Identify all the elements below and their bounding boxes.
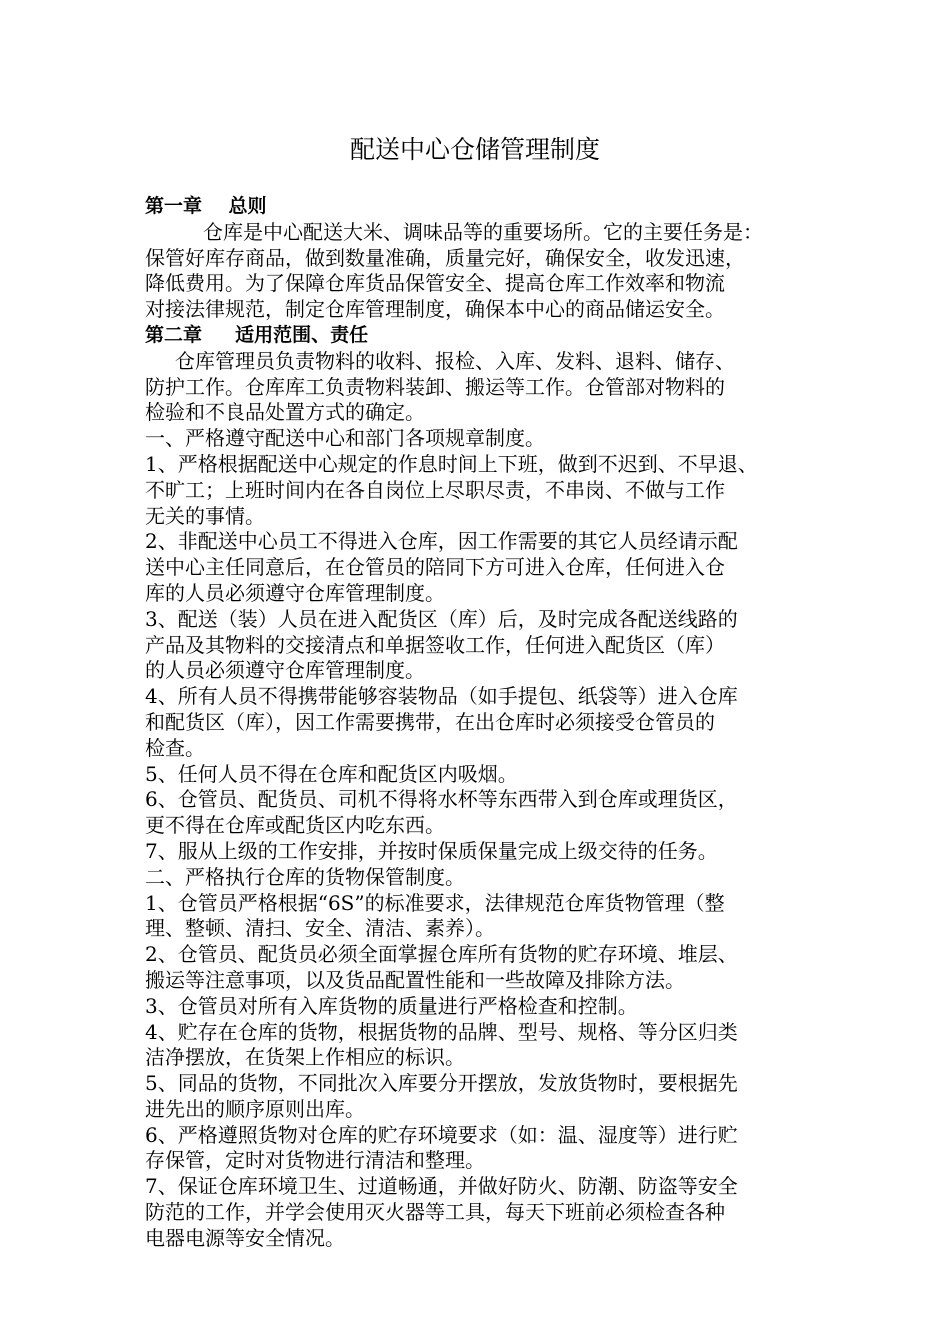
paragraph-line: 检验和不良品处置方式的确定。 [145,400,425,425]
paragraph-line: 6、严格遵照货物对仓库的贮存环境要求（如：温、湿度等）进行贮 [145,1122,738,1147]
paragraph-line: 搬运等注意事项，以及货品配置性能和一些故障及排除方法。 [145,967,685,992]
paragraph-line: 1、仓管员严格根据“6S”的标准要求，法律规范仓库货物管理（整 [145,890,725,915]
paragraph-line: 无关的事情。 [145,503,265,528]
paragraph-line: 6、仓管员、配货员、司机不得将水杯等东西带入到仓库或理货区， [145,787,738,812]
paragraph-line: 降低费用。为了保障仓库货品保管安全、提高仓库工作效率和物流 [145,271,725,296]
paragraph-line: 进先出的顺序原则出库。 [145,1096,365,1121]
paragraph-line: 的人员必须遵守仓库管理制度。 [145,658,425,683]
paragraph-line: 3、仓管员对所有入库货物的质量进行严格检查和控制。 [145,993,638,1018]
paragraph-line: 存保管，定时对货物进行清洁和整理。 [145,1148,485,1173]
paragraph-line: 2、仓管员、配货员必须全面掌握仓库所有货物的贮存环境、堆层、 [145,942,738,967]
paragraph-line: 5、任何人员不得在仓库和配货区内吸烟。 [145,761,518,786]
paragraph-line: 仓库是中心配送大米、调味品等的重要场所。它的主要任务是： [203,219,763,244]
paragraph-line: 7、保证仓库环境卫生、过道畅通，并做好防火、防潮、防盗等安全 [145,1174,738,1199]
paragraph-line: 洁净摆放，在货架上作相应的标识。 [145,1045,465,1070]
paragraph-line: 1、严格根据配送中心规定的作息时间上下班，做到不迟到、不早退、 [145,451,758,476]
paragraph-line: 4、所有人员不得携带能够容装物品（如手提包、纸袋等）进入仓库 [145,684,738,709]
paragraph-line: 防范的工作，并学会使用灭火器等工具，每天下班前必须检查各种 [145,1200,725,1225]
paragraph-line: 理、整顿、清扫、安全、清洁、素养）。 [145,916,495,941]
section-heading: 一、严格遵守配送中心和部门各项规章制度。 [145,426,545,451]
paragraph-line: 保管好库存商品，做到数量准确，质量完好，确保安全，收发迅速， [145,245,745,270]
chapter-heading: 第一章 总则 [145,195,267,217]
paragraph-line: 电器电源等安全情况。 [145,1225,345,1250]
paragraph-line: 5、同品的货物，不同批次入库要分开摆放，发放货物时，要根据先 [145,1071,738,1096]
paragraph-line: 2、非配送中心员工不得进入仓库，因工作需要的其它人员经请示配 [145,529,738,554]
paragraph-line: 库的人员必须遵守仓库管理制度。 [145,580,445,605]
paragraph-line: 仓库管理员负责物料的收料、报检、入库、发料、退料、储存、 [175,348,735,373]
document-title: 配送中心仓储管理制度 [349,135,600,164]
chapter-heading: 第二章 适用范围、责任 [145,323,369,346]
paragraph-line: 防护工作。仓库库工负责物料装卸、搬运等工作。仓管部对物料的 [145,374,725,399]
paragraph-line: 3、配送（装）人员在进入配货区（库）后，及时完成各配送线路的 [145,606,738,631]
paragraph-line: 检查。 [145,735,205,760]
paragraph-line: 4、贮存在仓库的货物，根据货物的品牌、型号、规格、等分区归类 [145,1019,738,1044]
paragraph-line: 和配货区（库），因工作需要携带，在出仓库时必须接受仓管员的 [145,709,715,734]
paragraph-line: 更不得在仓库或配货区内吃东西。 [145,813,445,838]
paragraph-line: 产品及其物料的交接清点和单据签收工作，任何进入配货区（库） [145,632,725,657]
paragraph-line: 7、服从上级的工作安排，并按时保质保量完成上级交待的任务。 [145,838,718,863]
paragraph-line: 送中心主任同意后，在仓管员的陪同下方可进入仓库，任何进入仓 [145,555,725,580]
section-heading: 二、严格执行仓库的货物保管制度。 [145,864,465,889]
document-body [145,194,825,1252]
paragraph-line: 不旷工；上班时间内在各自岗位上尽职尽责，不串岗、不做与工作 [145,477,725,502]
paragraph-line: 对接法律规范，制定仓库管理制度，确保本中心的商品储运安全。 [145,297,725,322]
